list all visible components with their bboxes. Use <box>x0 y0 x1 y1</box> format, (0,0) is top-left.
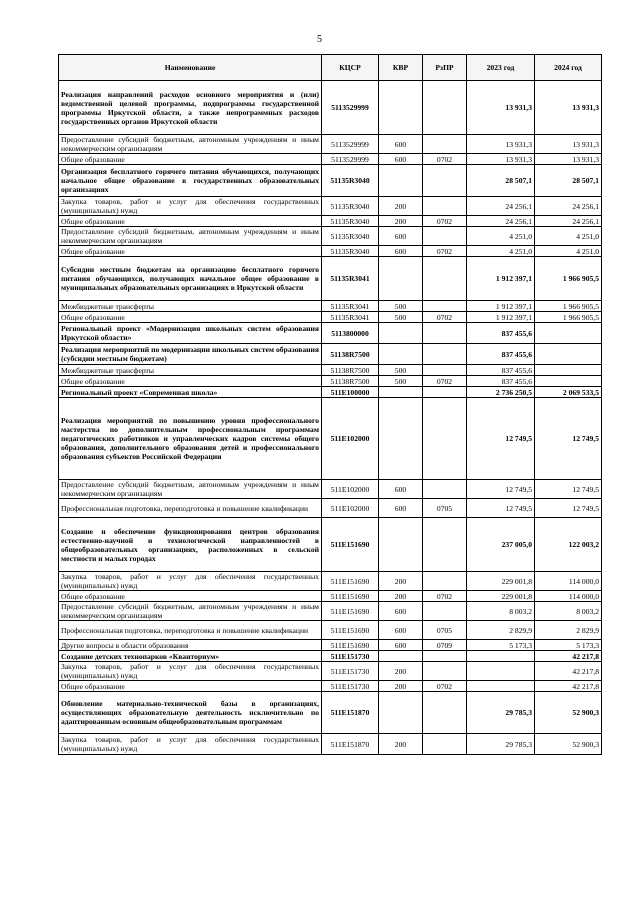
cell-kcsr: 51135R3040 <box>322 246 379 257</box>
cell-y2023: 12 749,5 <box>467 480 535 499</box>
table-row <box>59 651 602 662</box>
cell-name: Создание и обеспечение функционирования центров образования естественно-научной и технологической направленностей в общеобразовательных организациях, расположенных в сельской местности и малых городах <box>59 518 322 572</box>
table-row <box>59 197 602 216</box>
cell-y2024: 52 900,3 <box>535 734 602 755</box>
cell-y2023: 229 001,8 <box>467 591 535 602</box>
cell-kvr: 500 <box>379 301 423 312</box>
table-header-row <box>59 55 602 81</box>
cell-name: Общее образование <box>59 154 322 165</box>
cell-kcsr: 511Е151870 <box>322 734 379 755</box>
cell-name: Предоставление субсидий бюджетным, автономным учреждениям и иным некоммерческим организациям <box>59 135 322 154</box>
cell-kcsr: 5113529999 <box>322 81 379 135</box>
cell-y2024: 13 931,3 <box>535 154 602 165</box>
cell-rzpr <box>423 344 467 365</box>
cell-rzpr: 0705 <box>423 499 467 518</box>
cell-y2023: 12 749,5 <box>467 398 535 480</box>
cell-y2024: 13 931,3 <box>535 81 602 135</box>
cell-rzpr <box>423 662 467 681</box>
cell-kvr <box>379 651 423 662</box>
cell-rzpr <box>423 692 467 734</box>
cell-y2023: 2 829,9 <box>467 621 535 640</box>
cell-rzpr: 0702 <box>423 312 467 323</box>
cell-y2023: 13 931,3 <box>467 135 535 154</box>
cell-rzpr: 0702 <box>423 246 467 257</box>
cell-kcsr: 51135R3041 <box>322 312 379 323</box>
header-kcsr: КЦСР <box>322 55 379 81</box>
cell-rzpr <box>423 398 467 480</box>
cell-y2024 <box>535 376 602 387</box>
table-row <box>59 376 602 387</box>
table-row <box>59 344 602 365</box>
cell-kcsr: 51138R7500 <box>322 376 379 387</box>
cell-name: Предоставление субсидий бюджетным, автономным учреждениям и иным некоммерческим организациям <box>59 602 322 621</box>
cell-y2023: 29 785,3 <box>467 734 535 755</box>
cell-kcsr: 51135R3040 <box>322 165 379 197</box>
cell-rzpr <box>423 387 467 398</box>
cell-kvr: 200 <box>379 734 423 755</box>
cell-name: Общее образование <box>59 216 322 227</box>
cell-kcsr: 511Е151690 <box>322 572 379 591</box>
cell-y2023: 1 912 397,1 <box>467 312 535 323</box>
cell-kvr <box>379 692 423 734</box>
cell-rzpr <box>423 480 467 499</box>
table-row <box>59 257 602 301</box>
cell-y2023: 229 001,8 <box>467 572 535 591</box>
cell-y2023: 4 251,0 <box>467 227 535 246</box>
cell-kvr: 600 <box>379 480 423 499</box>
cell-kvr <box>379 323 423 344</box>
cell-y2023: 28 507,1 <box>467 165 535 197</box>
cell-name: Закупка товаров, работ и услуг для обеспечения государственных (муниципальных) нужд <box>59 197 322 216</box>
table-row <box>59 246 602 257</box>
cell-kvr <box>379 344 423 365</box>
table-row <box>59 323 602 344</box>
cell-kvr: 600 <box>379 640 423 651</box>
cell-kcsr: 511Е151690 <box>322 621 379 640</box>
cell-y2024: 2 069 533,5 <box>535 387 602 398</box>
cell-name: Закупка товаров, работ и услуг для обеспечения государственных (муниципальных) нужд <box>59 734 322 755</box>
cell-name: Предоставление субсидий бюджетным, автономным учреждениям и иным некоммерческим организациям <box>59 227 322 246</box>
cell-y2024: 4 251,0 <box>535 227 602 246</box>
cell-y2024: 12 749,5 <box>535 499 602 518</box>
cell-y2024: 24 256,1 <box>535 197 602 216</box>
cell-kvr <box>379 398 423 480</box>
cell-rzpr <box>423 135 467 154</box>
cell-rzpr: 0702 <box>423 216 467 227</box>
cell-rzpr: 0702 <box>423 154 467 165</box>
cell-kcsr: 511Е151870 <box>322 692 379 734</box>
cell-rzpr <box>423 197 467 216</box>
cell-kvr: 600 <box>379 135 423 154</box>
cell-y2024 <box>535 365 602 376</box>
cell-kcsr: 51138R7500 <box>322 365 379 376</box>
cell-name: Общее образование <box>59 681 322 692</box>
header-kvr: КВР <box>379 55 423 81</box>
table-row <box>59 365 602 376</box>
cell-y2024: 122 003,2 <box>535 518 602 572</box>
table-row <box>59 621 602 640</box>
table-row <box>59 734 602 755</box>
cell-y2023: 8 003,2 <box>467 602 535 621</box>
cell-kvr: 200 <box>379 572 423 591</box>
table-row <box>59 518 602 572</box>
cell-kcsr: 51135R3040 <box>322 227 379 246</box>
cell-kvr <box>379 257 423 301</box>
cell-name: Обновление материально-технической базы в организациях, осуществляющих образовательную деятельность исключительно по адаптированным основным общеобразовательным программам <box>59 692 322 734</box>
table-row <box>59 301 602 312</box>
cell-kcsr: 511Е151690 <box>322 591 379 602</box>
cell-name: Реализация направлений расходов основного мероприятия и (или) ведомственной целевой программы, подпрограммы государственной программы Иркутской области, а также непрограммных расходов государственных органов Иркутской области <box>59 81 322 135</box>
cell-name: Межбюджетные трансферты <box>59 365 322 376</box>
table-row <box>59 165 602 197</box>
table-row <box>59 602 602 621</box>
cell-name: Реализация мероприятий по повышению уровня профессионального мастерства по дополнительным профессиональным программам педагогических работников и управленческих кадров системы общего образования, дополнительного образования детей и профессионального образования субъектов Российской Федерации <box>59 398 322 480</box>
cell-kcsr: 5113800000 <box>322 323 379 344</box>
header-2024: 2024 год <box>535 55 602 81</box>
cell-kcsr: 511Е151730 <box>322 681 379 692</box>
header-rzpr: РзПР <box>423 55 467 81</box>
cell-name: Закупка товаров, работ и услуг для обеспечения государственных (муниципальных) нужд <box>59 572 322 591</box>
cell-y2024: 52 900,3 <box>535 692 602 734</box>
table-row <box>59 640 602 651</box>
cell-kvr <box>379 81 423 135</box>
cell-name: Организация бесплатного горячего питания обучающихся, получающих начальное общее образование в государственных образовательных организациях <box>59 165 322 197</box>
cell-kvr: 200 <box>379 591 423 602</box>
cell-rzpr <box>423 365 467 376</box>
cell-y2023: 13 931,3 <box>467 81 535 135</box>
cell-y2023: 837 455,6 <box>467 376 535 387</box>
cell-rzpr <box>423 651 467 662</box>
cell-kcsr: 511Е100000 <box>322 387 379 398</box>
cell-y2023: 29 785,3 <box>467 692 535 734</box>
table-row <box>59 480 602 499</box>
cell-kcsr: 51135R3040 <box>322 216 379 227</box>
cell-y2024: 114 000,0 <box>535 572 602 591</box>
cell-kcsr: 51135R3040 <box>322 197 379 216</box>
cell-name: Общее образование <box>59 312 322 323</box>
cell-name: Межбюджетные трансферты <box>59 301 322 312</box>
cell-kvr <box>379 165 423 197</box>
cell-y2024 <box>535 344 602 365</box>
cell-y2024: 12 749,5 <box>535 480 602 499</box>
cell-name: Региональный проект «Модернизация школьных систем образования Иркутской области» <box>59 323 322 344</box>
cell-y2024: 114 000,0 <box>535 591 602 602</box>
table-body <box>59 81 602 755</box>
cell-rzpr <box>423 323 467 344</box>
cell-y2023 <box>467 651 535 662</box>
cell-kvr: 500 <box>379 312 423 323</box>
table-row <box>59 662 602 681</box>
cell-y2023: 837 455,6 <box>467 365 535 376</box>
table-row <box>59 216 602 227</box>
cell-kvr: 600 <box>379 602 423 621</box>
cell-y2023: 12 749,5 <box>467 499 535 518</box>
cell-y2023: 237 005,0 <box>467 518 535 572</box>
cell-rzpr: 0705 <box>423 621 467 640</box>
cell-kcsr: 511Е102000 <box>322 398 379 480</box>
cell-rzpr <box>423 602 467 621</box>
cell-y2023 <box>467 662 535 681</box>
cell-y2023: 1 912 397,1 <box>467 257 535 301</box>
cell-kvr: 600 <box>379 499 423 518</box>
table-row <box>59 692 602 734</box>
cell-kvr: 500 <box>379 376 423 387</box>
cell-y2024: 42 217,8 <box>535 681 602 692</box>
cell-rzpr: 0702 <box>423 681 467 692</box>
cell-kcsr: 51135R3041 <box>322 257 379 301</box>
cell-rzpr <box>423 257 467 301</box>
cell-kvr: 600 <box>379 621 423 640</box>
cell-name: Другие вопросы в области образования <box>59 640 322 651</box>
cell-name: Общее образование <box>59 246 322 257</box>
cell-rzpr <box>423 81 467 135</box>
cell-y2024: 1 966 905,5 <box>535 257 602 301</box>
cell-y2024: 12 749,5 <box>535 398 602 480</box>
cell-kvr: 200 <box>379 197 423 216</box>
cell-name: Профессиональная подготовка, переподготовка и повышение квалификации <box>59 621 322 640</box>
cell-kvr <box>379 387 423 398</box>
cell-y2023: 4 251,0 <box>467 246 535 257</box>
cell-y2023: 837 455,6 <box>467 344 535 365</box>
table-row <box>59 591 602 602</box>
cell-rzpr <box>423 301 467 312</box>
table-row <box>59 387 602 398</box>
cell-name: Создание детских технопарков «Кванториум» <box>59 651 322 662</box>
cell-kcsr: 511Е151730 <box>322 651 379 662</box>
cell-name: Профессиональная подготовка, переподготовка и повышение квалификации <box>59 499 322 518</box>
cell-name: Региональный проект «Современная школа» <box>59 387 322 398</box>
header-name: Наименование <box>59 55 322 81</box>
cell-y2024: 42 217,8 <box>535 662 602 681</box>
table-row <box>59 398 602 480</box>
cell-kcsr: 511Е151730 <box>322 662 379 681</box>
cell-y2023: 5 173,3 <box>467 640 535 651</box>
table-row <box>59 681 602 692</box>
cell-kvr: 600 <box>379 154 423 165</box>
cell-kvr: 500 <box>379 365 423 376</box>
cell-y2024: 13 931,3 <box>535 135 602 154</box>
table-row <box>59 81 602 135</box>
cell-kvr: 600 <box>379 227 423 246</box>
cell-y2024 <box>535 323 602 344</box>
cell-y2023 <box>467 681 535 692</box>
cell-kvr <box>379 518 423 572</box>
budget-table <box>58 54 602 755</box>
cell-y2023: 13 931,3 <box>467 154 535 165</box>
cell-kcsr: 51135R3041 <box>322 301 379 312</box>
cell-name: Общее образование <box>59 376 322 387</box>
cell-kvr: 600 <box>379 246 423 257</box>
cell-y2023: 24 256,1 <box>467 216 535 227</box>
cell-kcsr: 511Е151690 <box>322 602 379 621</box>
cell-y2024: 5 173,3 <box>535 640 602 651</box>
table-row <box>59 312 602 323</box>
cell-rzpr: 0702 <box>423 376 467 387</box>
cell-rzpr <box>423 227 467 246</box>
cell-kcsr: 5113529999 <box>322 135 379 154</box>
cell-y2024: 24 256,1 <box>535 216 602 227</box>
cell-kcsr: 511Е151690 <box>322 640 379 651</box>
cell-kcsr: 511Е102000 <box>322 480 379 499</box>
cell-y2024: 1 966 905,5 <box>535 312 602 323</box>
cell-name: Реализация мероприятий по модернизации школьных систем образования (субсидии местным бюджетам) <box>59 344 322 365</box>
cell-y2024: 4 251,0 <box>535 246 602 257</box>
cell-kcsr: 5113529999 <box>322 154 379 165</box>
cell-rzpr: 0702 <box>423 591 467 602</box>
table-row <box>59 154 602 165</box>
cell-rzpr <box>423 734 467 755</box>
cell-kvr: 200 <box>379 681 423 692</box>
cell-y2024: 8 003,2 <box>535 602 602 621</box>
cell-rzpr <box>423 165 467 197</box>
cell-name: Закупка товаров, работ и услуг для обеспечения государственных (муниципальных) нужд <box>59 662 322 681</box>
cell-name: Субсидии местным бюджетам на организацию бесплатного горячего питания обучающихся, получающих начальное общее образование в муниципальных образовательных организациях в Иркутской области <box>59 257 322 301</box>
cell-y2023: 2 736 250,5 <box>467 387 535 398</box>
table-row <box>59 499 602 518</box>
cell-name: Общее образование <box>59 591 322 602</box>
cell-y2023: 24 256,1 <box>467 197 535 216</box>
cell-name: Предоставление субсидий бюджетным, автономным учреждениям и иным некоммерческим организациям <box>59 480 322 499</box>
cell-kvr: 200 <box>379 662 423 681</box>
table-row <box>59 227 602 246</box>
page-number: 5 <box>317 34 322 45</box>
cell-kcsr: 511Е151690 <box>322 518 379 572</box>
cell-rzpr: 0709 <box>423 640 467 651</box>
table-row <box>59 135 602 154</box>
cell-y2024: 28 507,1 <box>535 165 602 197</box>
cell-y2024: 1 966 905,5 <box>535 301 602 312</box>
cell-rzpr <box>423 518 467 572</box>
table-row <box>59 572 602 591</box>
cell-y2024: 2 829,9 <box>535 621 602 640</box>
cell-y2024: 42 217,8 <box>535 651 602 662</box>
cell-kcsr: 511Е102000 <box>322 499 379 518</box>
cell-rzpr <box>423 572 467 591</box>
cell-kvr: 200 <box>379 216 423 227</box>
header-2023: 2023 год <box>467 55 535 81</box>
cell-kcsr: 51138R7500 <box>322 344 379 365</box>
cell-y2023: 837 455,6 <box>467 323 535 344</box>
cell-y2023: 1 912 397,1 <box>467 301 535 312</box>
